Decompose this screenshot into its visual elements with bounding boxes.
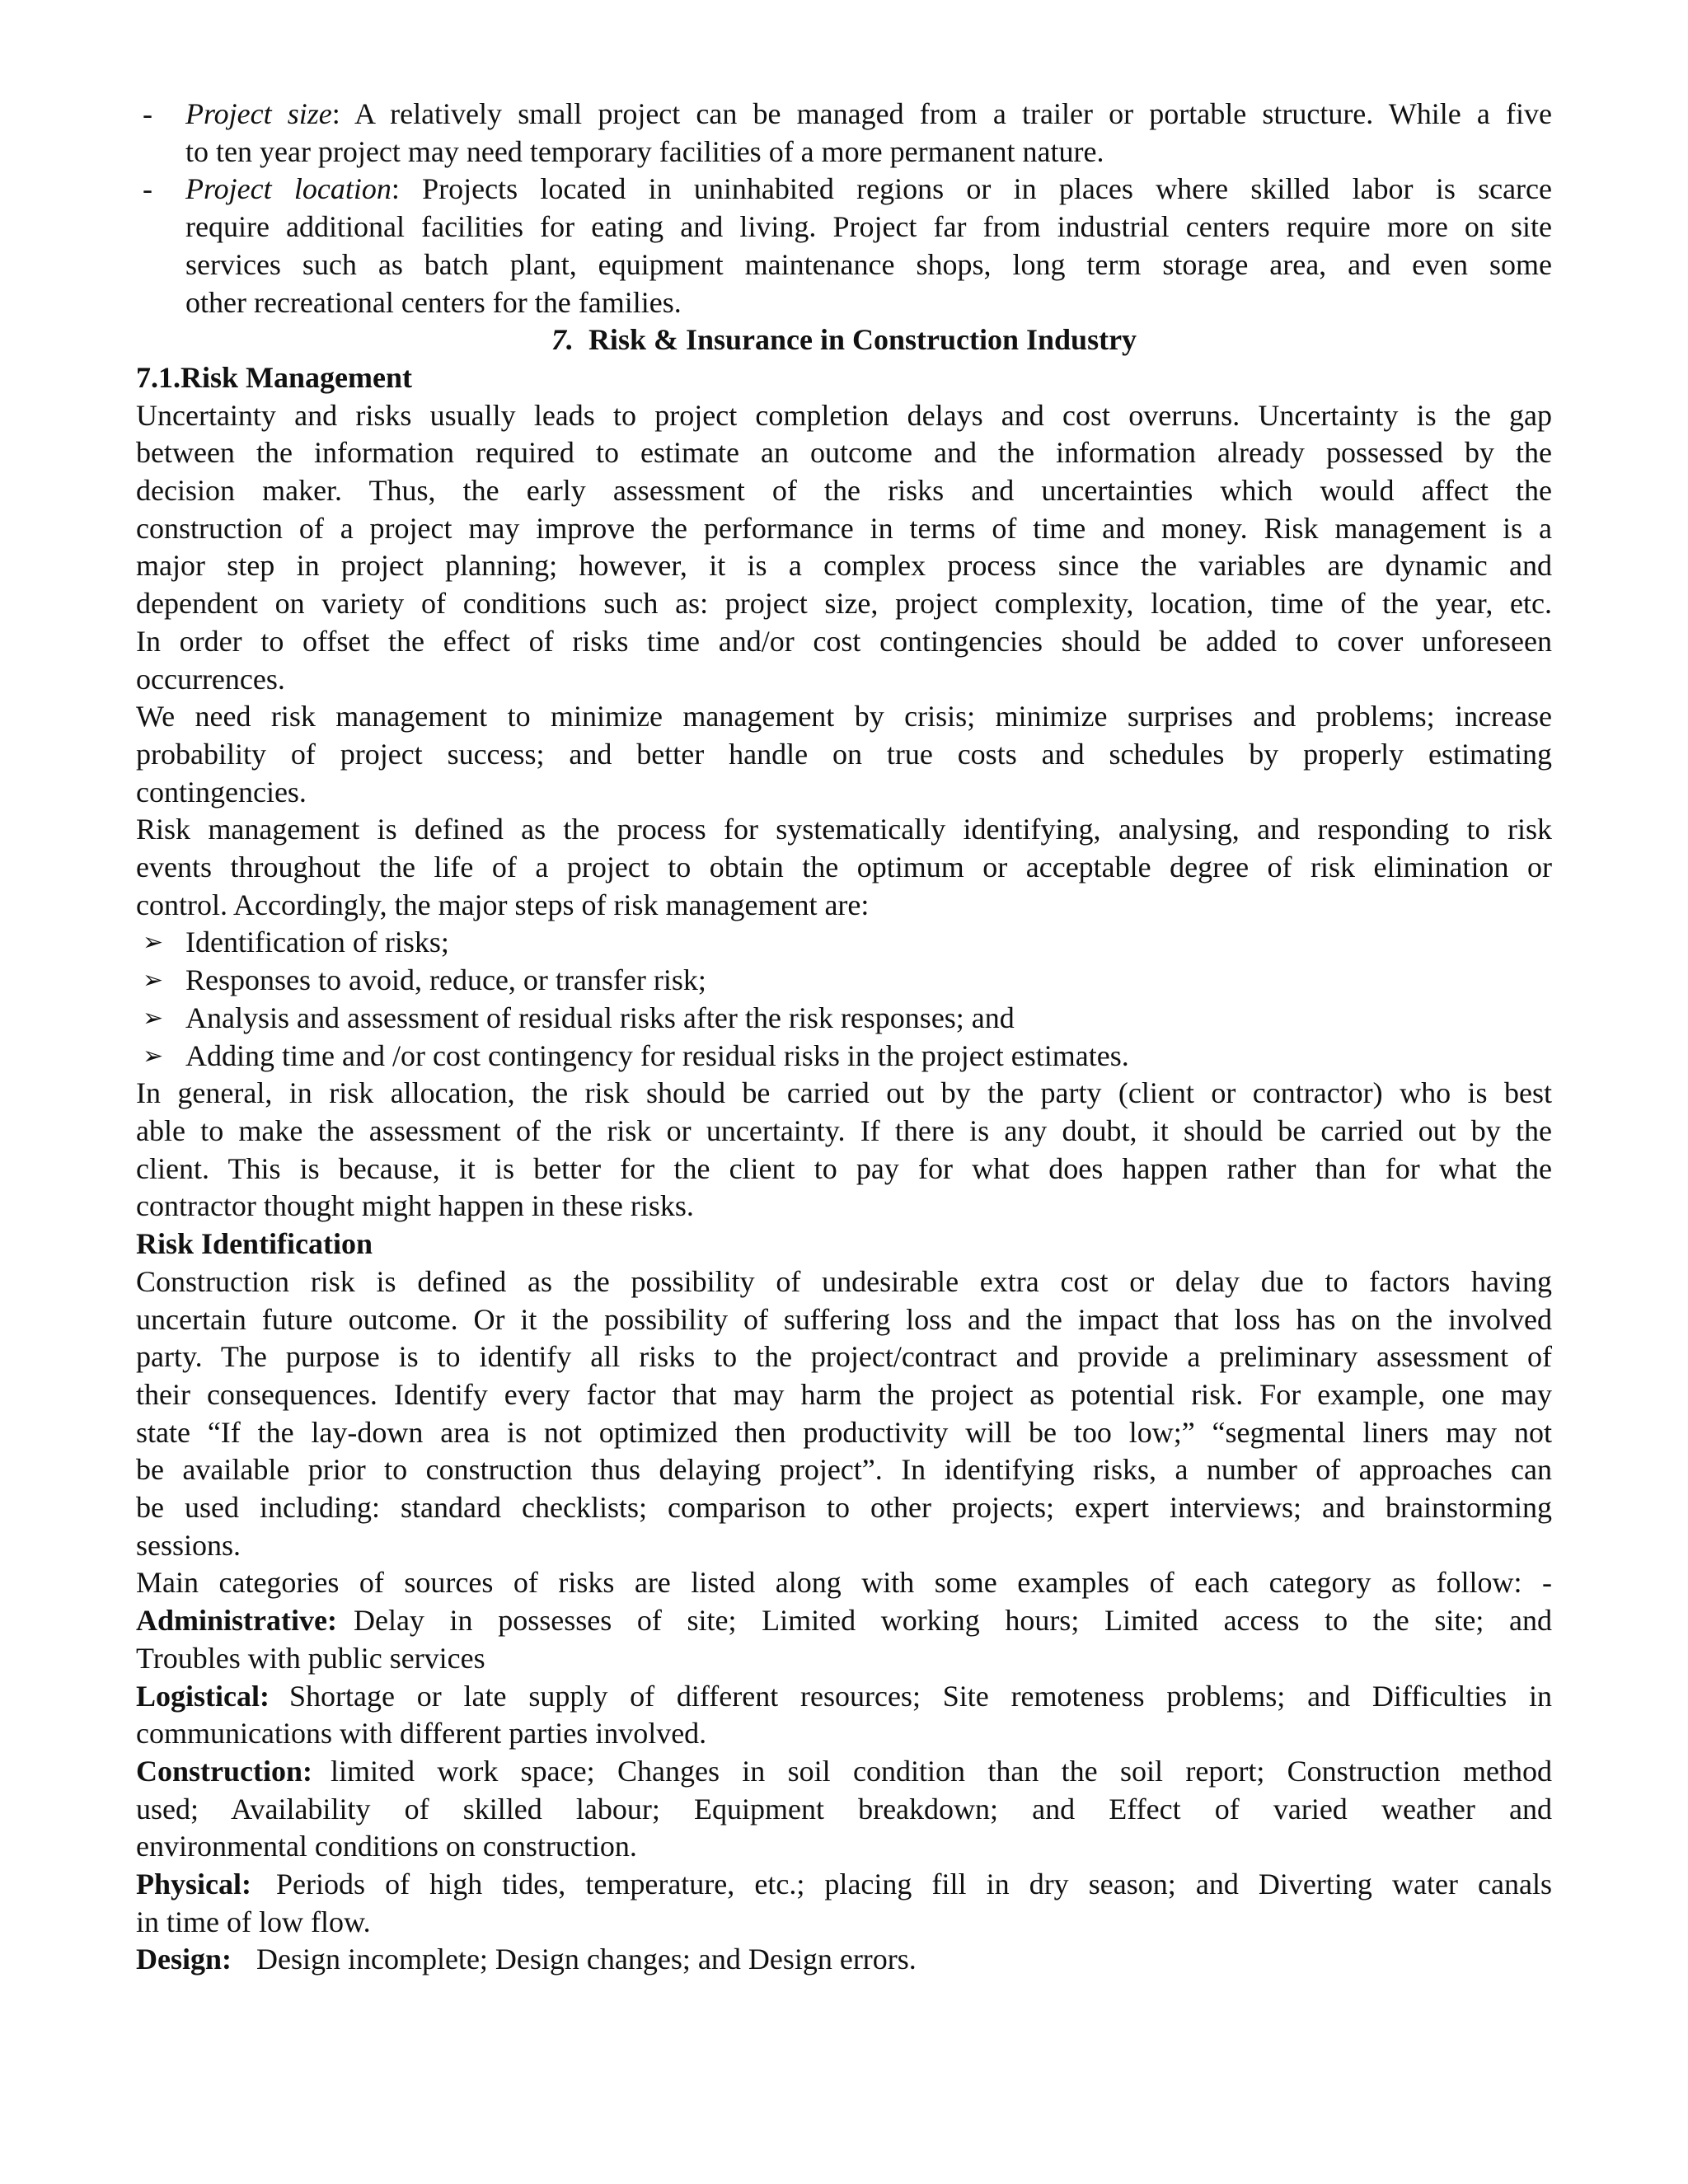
- paragraph-risk-allocation: [136, 1075, 1552, 1226]
- paragraph-line: In order to offset the effect of risks time and/or cost contingencies should be added to cover unforeseen: [136, 624, 1552, 658]
- term-project-size: Project size: [185, 97, 332, 130]
- paragraph-line: Uncertainty and risks usually leads to project completion delays and cost overruns. Uncertainty is the gap: [136, 398, 1552, 432]
- category-text: Delay in possesses of site; Limited working hours; Limited access to the site; and: [353, 1604, 1552, 1638]
- paragraph-line: party. The purpose is to identify all risks to the project/contract and provide a preliminary assessment of: [136, 1340, 1552, 1374]
- risk-identification-heading: Risk Identification: [136, 1227, 373, 1261]
- dash-bullet: -: [143, 172, 152, 206]
- category-text: in time of low flow.: [136, 1905, 371, 1938]
- paragraph-line: their consequences. Identify every factor that may harm the project as potential risk. For example, one may: [136, 1377, 1552, 1411]
- section-heading: [136, 321, 1552, 359]
- paragraph-line: be available prior to construction thus delaying project”. In identifying risks, a number of approaches can: [136, 1453, 1552, 1487]
- project-size-line-2: to ten year project may need temporary facilities of a more permanent nature.: [185, 134, 1104, 168]
- risk-steps-list: [136, 924, 1552, 1075]
- paragraph-line: contractor thought might happen in these risks.: [136, 1189, 694, 1223]
- category-design: [136, 1941, 1552, 1979]
- arrow-bullet-icon: ➢: [143, 1003, 164, 1033]
- arrow-bullet-icon: ➢: [143, 966, 164, 996]
- paragraph-line: able to make the assessment of the risk or uncertainty. If there is any doubt, it should be carried out by the: [136, 1113, 1552, 1147]
- list-item-project-size: [136, 96, 1552, 171]
- paragraph-line: events throughout the life of a project to obtain the optimum or acceptable degree of risk elimination or: [136, 851, 1552, 884]
- paragraph-definition: [136, 811, 1552, 924]
- paragraph-line: client. This is because, it is better for the client to pay for what does happen rather than for what the: [136, 1151, 1552, 1185]
- list-item-project-location: [136, 171, 1552, 321]
- step-text: Responses to avoid, reduce, or transfer risk;: [185, 963, 706, 997]
- paragraph-line: contingencies.: [136, 775, 307, 808]
- category-text: Shortage or late supply of different resources; Site remoteness problems; and Difficulties in: [288, 1679, 1552, 1713]
- list-item: [136, 924, 1552, 962]
- project-location-line-1: : Projects located in uninhabited regions or in places where skilled labor is scarce: [391, 172, 1553, 206]
- paragraph-need-risk-management: [136, 698, 1552, 811]
- section-title: Risk & Insurance in Construction Industry: [588, 323, 1137, 357]
- category-text: limited work space; Changes in soil condition than the soil report; Construction method: [331, 1754, 1552, 1788]
- categories-intro: Main categories of sources of risks are listed along with some examples of each category as follow: -: [136, 1566, 1552, 1600]
- intro-list: [136, 96, 1552, 321]
- paragraph-risk-identification: [136, 1263, 1552, 1565]
- paragraph-line: probability of project success; and better handle on true costs and schedules by properly estimating: [136, 737, 1552, 771]
- paragraph-line: occurrences.: [136, 662, 285, 696]
- category-text: Troubles with public services: [136, 1641, 485, 1675]
- category-label: Administrative:: [136, 1604, 337, 1638]
- step-text: Analysis and assessment of residual risks after the risk responses; and: [185, 1001, 1015, 1034]
- category-label: Construction:: [136, 1754, 312, 1788]
- document-page: [136, 96, 1552, 1979]
- section-number: 7.: [551, 323, 574, 357]
- category-text: Design incomplete; Design changes; and Design errors.: [256, 1943, 917, 1976]
- project-location-line-2: require additional facilities for eating and living. Project far from industrial centers require more on site: [185, 210, 1552, 244]
- paragraph-line: We need risk management to minimize management by crisis; minimize surprises and problems; increase: [136, 700, 1552, 733]
- category-label: Logistical:: [136, 1679, 270, 1713]
- dash-bullet: -: [143, 97, 152, 130]
- paragraph-line: be used including: standard checklists; comparison to other projects; expert interviews; and brainstorming: [136, 1491, 1552, 1525]
- category-text: Periods of high tides, temperature, etc.; placing fill in dry season; and Diverting water canals: [276, 1868, 1552, 1901]
- paragraph-line: state “If the lay-down area is not optimized then productivity will be too low;” “segmental liners may not: [136, 1415, 1552, 1449]
- project-location-line-4: other recreational centers for the families.: [185, 285, 682, 319]
- category-text: communications with different parties involved.: [136, 1717, 707, 1750]
- paragraph-line: control. Accordingly, the major steps of risk management are:: [136, 888, 870, 921]
- category-administrative: [136, 1602, 1552, 1677]
- paragraph-line: In general, in risk allocation, the risk should be carried out by the party (client or contractor) who is best: [136, 1076, 1552, 1110]
- paragraph-line: major step in project planning; however, it is a complex process since the variables are dynamic and: [136, 549, 1552, 583]
- project-location-line-3: services such as batch plant, equipment maintenance shops, long term storage area, and even some: [185, 247, 1552, 281]
- paragraph-line: Construction risk is defined as the possibility of undesirable extra cost or delay due to factors having: [136, 1264, 1552, 1298]
- paragraph-line: dependent on variety of conditions such as: project size, project complexity, location, time of the year, etc.: [136, 587, 1552, 621]
- step-text: Adding time and /or cost contingency for residual risks in the project estimates.: [185, 1038, 1129, 1072]
- list-item: [136, 962, 1552, 1000]
- paragraph-line: decision maker. Thus, the early assessment of the risks and uncertainties which would affect the: [136, 474, 1552, 508]
- arrow-bullet-icon: ➢: [143, 928, 164, 958]
- paragraph-line: sessions.: [136, 1528, 241, 1562]
- term-project-location: Project location: [185, 172, 392, 206]
- category-label: Physical:: [136, 1868, 251, 1901]
- category-physical: [136, 1866, 1552, 1941]
- project-size-line-1: : A relatively small project can be managed from a trailer or portable structure. While a five: [331, 97, 1552, 130]
- category-label: Design:: [136, 1943, 232, 1976]
- arrow-bullet-icon: ➢: [143, 1041, 164, 1071]
- category-text: environmental conditions on construction.: [136, 1830, 637, 1863]
- paragraph-uncertainty: [136, 397, 1552, 699]
- paragraph-line: construction of a project may improve the performance in terms of time and money. Risk management is a: [136, 511, 1552, 545]
- risk-categories: [136, 1602, 1552, 1979]
- paragraph-line: uncertain future outcome. Or it the possibility of suffering loss and the impact that loss has on the involved: [136, 1302, 1552, 1336]
- step-text: Identification of risks;: [185, 926, 449, 959]
- paragraph-line: between the information required to estimate an outcome and the information already possessed by the: [136, 436, 1552, 470]
- paragraph-line: Risk management is defined as the process for systematically identifying, analysing, and responding to risk: [136, 813, 1552, 846]
- category-construction: [136, 1753, 1552, 1866]
- category-logistical: [136, 1678, 1552, 1753]
- subsection-heading: 7.1.Risk Management: [136, 360, 412, 394]
- list-item: [136, 1000, 1552, 1038]
- category-text: used; Availability of skilled labour; Equipment breakdown; and Effect of varied weather and: [136, 1792, 1552, 1825]
- list-item: [136, 1038, 1552, 1076]
